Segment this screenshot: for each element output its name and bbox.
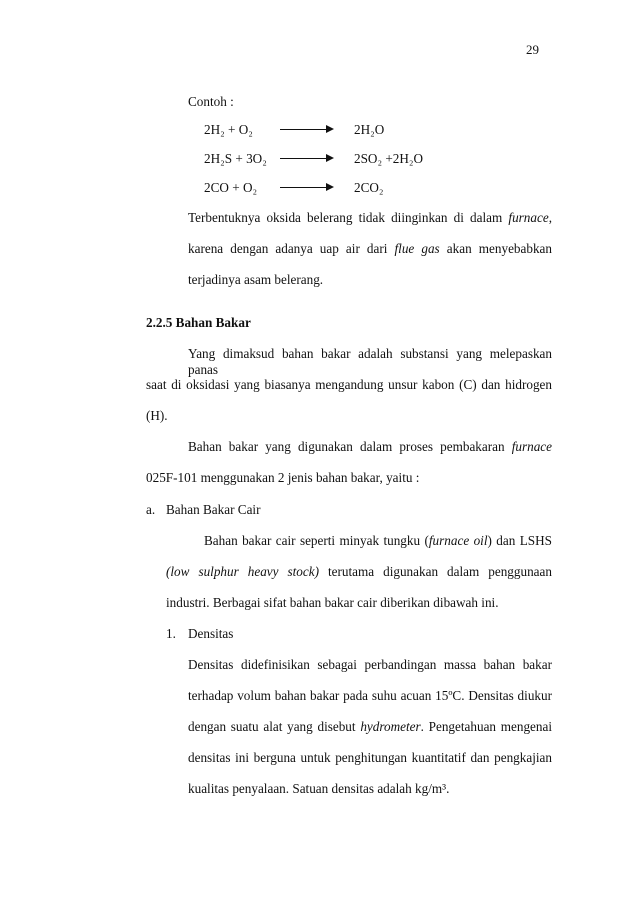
sulfur-para-line-1 [188,210,552,226]
section-para2-line-2: 025F-101 menggunakan 2 jenis bahan bakar, yaitu : [146,470,420,485]
sulfur-para-line-2 [188,241,552,257]
item-1-line-1: Densitas didefinisikan sebagai perbandingan massa bahan bakar [188,657,552,672]
item-1-title: Densitas [188,626,234,641]
subsection-a-label: a. [146,502,156,517]
item-1-line-5: kualitas penyalaan. Satuan densitas adalah kg/m³. [188,781,450,796]
italic-term: furnace oil [428,533,488,548]
subsection-a-line-3: industri. Berbagai sifat bahan bakar cair diberikan dibawah ini. [166,595,499,610]
reaction-rhs: 2CO₂ [354,180,384,195]
text-run: akan menyebabkan [446,241,553,256]
section-para1-line-3: (H). [146,408,168,423]
text-run: . Pengetahuan mengenai [420,719,553,734]
section-para2-line-1 [188,439,552,455]
reaction-3 [204,180,464,200]
reaction-lhs: 2H₂S + 3O₂ [204,151,267,166]
text-run: Bahan bakar cair seperti minyak tungku ( [204,533,429,548]
italic-term: hydrometer [360,719,421,734]
italic-term: flue gas [394,241,440,256]
section-para1-line-2: saat di oksidasi yang biasanya mengandung unsur kabon (C) dan hidrogen [146,377,552,392]
text-run: , [548,210,553,225]
item-1-number: 1. [166,626,176,641]
item-1-line-3 [188,719,552,735]
reaction-rhs: 2H₂O [354,122,385,137]
section-heading: 2.2.5 Bahan Bakar [146,315,251,330]
reaction-lhs: 2CO + O₂ [204,180,258,195]
item-1-line-2: terhadap volum bahan bakar pada suhu acuan 15ºC. Densitas diukur [188,688,552,703]
italic-term: furnace [508,210,549,225]
text-run: karena dengan adanya uap air dari [188,241,388,256]
text-run: ) dan LSHS [487,533,552,548]
sulfur-para-line-3: terjadinya asam belerang. [188,272,324,287]
contoh-label: Contoh : [188,94,234,109]
section-para1-line-1: Yang dimaksud bahan bakar adalah substansi yang melepaskan panas [188,346,552,377]
text-run: dengan suatu alat yang disebut [188,719,356,734]
item-1-line-4: densitas ini berguna untuk penghitungan kuantitatif dan pengkajian [188,750,552,765]
italic-term: furnace [511,439,553,454]
page-number: 29 [526,42,539,57]
subsection-a-line-2 [166,564,552,580]
reaction-1 [204,122,464,142]
subsection-a-title: Bahan Bakar Cair [166,502,261,517]
reaction-arrow-icon [280,158,332,159]
text-run: Terbentuknya oksida belerang tidak diinginkan di dalam [188,210,503,225]
text-run: Bahan bakar yang digunakan dalam proses pembakaran [188,439,505,454]
reaction-rhs: 2SO₂ +2H₂O [354,151,424,166]
italic-term: (low sulphur heavy stock) [166,564,319,579]
reaction-lhs: 2H₂ + O₂ [204,122,253,137]
reaction-arrow-icon [280,129,332,130]
text-run: terutama digunakan dalam penggunaan [327,564,552,579]
reaction-arrow-icon [280,187,332,188]
reaction-2 [204,151,464,171]
subsection-a-line-1 [204,533,552,549]
